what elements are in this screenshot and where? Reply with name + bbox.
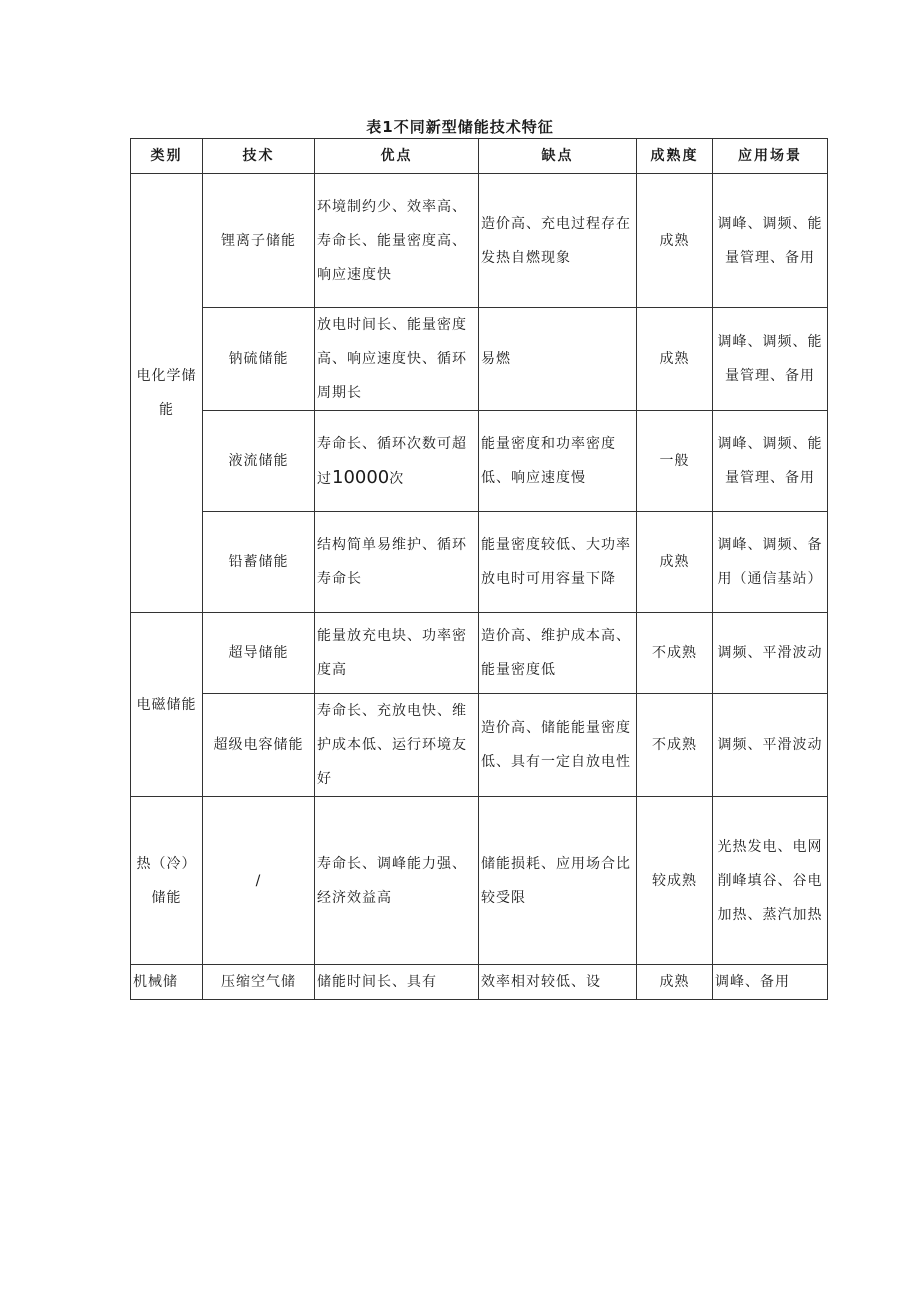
scenario-cell: 调峰、调频、备用（通信基站） [713,512,828,613]
pros-cell: 寿命长、充放电快、维护成本低、运行环境友好 [315,694,479,797]
pros-cell: 环境制约少、效率高、寿命长、能量密度高、响应速度快 [315,174,479,308]
header-row [131,139,828,174]
table-title: 表1不同新型储能技术特征 [366,118,554,136]
table-row [131,694,828,797]
maturity-cell: 不成熟 [637,613,713,694]
table-row [131,411,828,512]
cons-cell: 能量密度较低、大功率放电时可用容量下降 [479,512,637,613]
maturity-cell: 不成熟 [637,694,713,797]
category-cell: 机械储 [131,965,203,1000]
pros-cell: 能量放充电块、功率密度高 [315,613,479,694]
scenario-cell: 调峰、调频、能量管理、备用 [713,308,828,411]
cons-cell: 造价高、充电过程存在发热自燃现象 [479,174,637,308]
tech-cell: / [203,797,315,965]
pros-cell: 结构简单易维护、循环寿命长 [315,512,479,613]
header-maturity: 成熟度 [637,139,713,174]
table-row [131,174,828,308]
tech-cell: 超导储能 [203,613,315,694]
table-row [131,965,828,1000]
scenario-cell: 调频、平滑波动 [713,613,828,694]
table-row [131,512,828,613]
scenario-cell: 调频、平滑波动 [713,694,828,797]
pros-unit: 次 [389,470,405,487]
table-row [131,308,828,411]
storage-technology-table [130,138,828,1000]
scenario-cell: 调峰、调频、能量管理、备用 [713,411,828,512]
header-advantages: 优点 [315,139,479,174]
cons-cell: 造价高、维护成本高、能量密度低 [479,613,637,694]
cons-cell: 造价高、储能能量密度低、具有一定自放电性 [479,694,637,797]
maturity-cell: 成熟 [637,174,713,308]
table-row [131,613,828,694]
cycle-count: 10000 [332,466,390,488]
category-cell: 电化学储能 [131,174,203,613]
maturity-cell: 一般 [637,411,713,512]
tech-cell: 钠硫储能 [203,308,315,411]
category-cell: 电磁储能 [131,613,203,797]
scenario-cell: 光热发电、电网削峰填谷、谷电加热、蒸汽加热 [713,797,828,965]
pros-cell: 储能时间长、具有 [315,965,479,1000]
tech-cell: 锂离子储能 [203,174,315,308]
table-row [131,797,828,965]
pros-text: 寿命长、循环次数可超过 [317,435,467,487]
scenario-cell: 调峰、调频、能量管理、备用 [713,174,828,308]
maturity-cell: 较成熟 [637,797,713,965]
pros-cell: 寿命长、调峰能力强、经济效益高 [315,797,479,965]
tech-cell: 超级电容储能 [203,694,315,797]
tech-cell: 铅蓄储能 [203,512,315,613]
pros-cell [315,411,479,512]
cons-cell: 储能损耗、应用场合比较受限 [479,797,637,965]
cons-cell: 能量密度和功率密度低、响应速度慢 [479,411,637,512]
maturity-cell: 成熟 [637,308,713,411]
tech-cell: 压缩空气储 [203,965,315,1000]
scenario-cell: 调峰、备用 [713,965,828,1000]
pros-cell: 放电时间长、能量密度高、响应速度快、循环周期长 [315,308,479,411]
cons-cell: 效率相对较低、设 [479,965,637,1000]
header-scenarios: 应用场景 [713,139,828,174]
cons-cell: 易燃 [479,308,637,411]
header-category: 类别 [131,139,203,174]
tech-cell: 液流储能 [203,411,315,512]
category-cell: 热（冷）储能 [131,797,203,965]
header-technology: 技术 [203,139,315,174]
header-disadvantages: 缺点 [479,139,637,174]
maturity-cell: 成熟 [637,512,713,613]
maturity-cell: 成熟 [637,965,713,1000]
